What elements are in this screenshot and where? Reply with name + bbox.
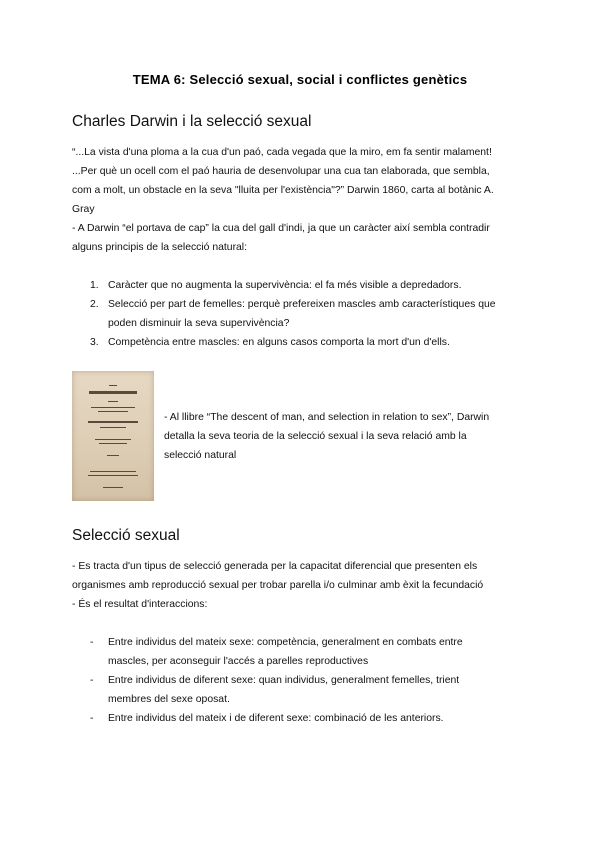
list-item-text: Caràcter que no augmenta la supervivència: el fa més visible a depredadors. bbox=[108, 280, 462, 291]
caption-line: detalla la seva teoria de la selecció sexual i la seva relació amb la bbox=[164, 431, 467, 442]
list-item-text: Entre individus del mateix sexe: competència, generalment en combats entre bbox=[108, 637, 463, 648]
list-item bbox=[72, 276, 528, 295]
list-number: 1. bbox=[90, 280, 99, 291]
paragraph-line: - És el resultat d'interaccions: bbox=[72, 599, 208, 610]
intro-paragraph bbox=[72, 219, 528, 257]
quote-line: “...La vista d'una ploma a la cua d'un paó, cada vegada que la miro, em fa sentir malament! bbox=[72, 147, 492, 158]
darwin-quote bbox=[72, 143, 528, 219]
list-item-text: Selecció per part de femelles: perquè prefereixen mascles amb característiques que bbox=[108, 299, 496, 310]
list-item bbox=[72, 633, 528, 671]
problems-list bbox=[72, 276, 528, 352]
descent-of-man-book-image bbox=[72, 371, 154, 501]
list-number: 2. bbox=[90, 299, 99, 310]
quote-line: ...Per què un ocell com el paó hauria de desenvolupar una cua tan elaborada, que sembla, bbox=[72, 166, 490, 177]
section-heading-sexual-selection: Selecció sexual bbox=[72, 527, 180, 544]
paragraph-line: - A Darwin “el portava de cap” la cua del gall d'indi, ja que un caràcter així sembla contradir bbox=[72, 223, 490, 234]
caption-line: - Al llibre “The descent of man, and selection in relation to sex”, Darwin bbox=[164, 412, 490, 423]
page-title: TEMA 6: Selecció sexual, social i conflictes genètics bbox=[132, 72, 468, 87]
paragraph-line: organismes amb reproducció sexual per trobar parella i/o culminar amb èxit la fecundació bbox=[72, 580, 484, 591]
list-item-text: mascles, per aconseguir l'accés a parelles reproductives bbox=[108, 656, 369, 667]
list-item-text: Competència entre mascles: en alguns casos comporta la mort d'un d'ells. bbox=[108, 337, 450, 348]
list-item-text: membres del sexe oposat. bbox=[108, 694, 230, 705]
interactions-list bbox=[72, 633, 528, 728]
paragraph-line: - Es tracta d'un tipus de selecció generada per la capacitat diferencial que presenten els bbox=[72, 561, 478, 572]
list-dash: - bbox=[90, 675, 94, 686]
paragraph-line: alguns principis de la selecció natural: bbox=[72, 242, 248, 253]
list-item-text: Entre individus del mateix i de diferent sexe: combinació de les anteriors. bbox=[108, 713, 444, 724]
quote-line: Gray bbox=[72, 204, 95, 215]
section-heading-darwin: Charles Darwin i la selecció sexual bbox=[72, 113, 312, 130]
list-item bbox=[72, 295, 528, 333]
list-item bbox=[72, 333, 528, 352]
caption-line: selecció natural bbox=[164, 450, 237, 461]
list-dash: - bbox=[90, 713, 94, 724]
quote-line: com a molt, un obstacle en la seva "lluita per l'existència"?” Darwin 1860, carta al botànic A. bbox=[72, 185, 494, 196]
list-dash: - bbox=[90, 637, 94, 648]
book-caption bbox=[164, 408, 528, 465]
list-item-text: Entre individus de diferent sexe: quan individus, generalment femelles, trient bbox=[108, 675, 460, 686]
definition-paragraph bbox=[72, 557, 528, 614]
list-item-text: poden disminuir la seva supervivència? bbox=[108, 318, 290, 329]
list-item bbox=[72, 671, 528, 709]
list-number: 3. bbox=[90, 337, 99, 348]
list-item bbox=[72, 709, 528, 728]
